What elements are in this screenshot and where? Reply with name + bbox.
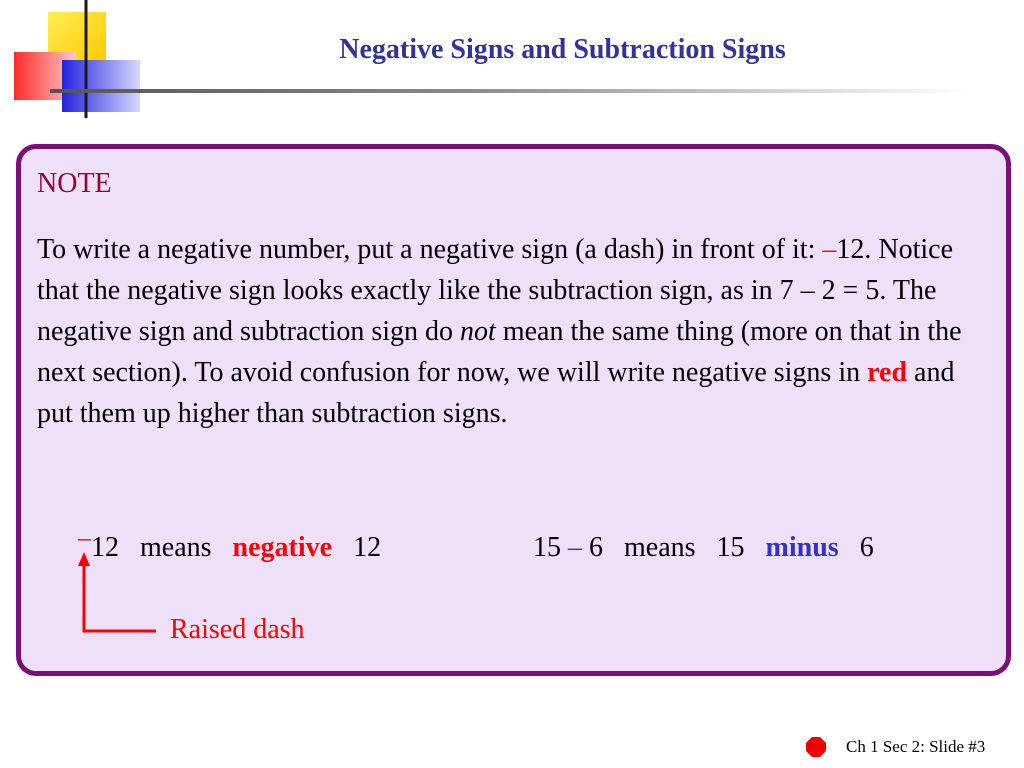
raised-dash-label: Raised dash [170, 614, 305, 645]
stop-sign-icon[interactable] [806, 737, 826, 757]
subtraction-example [533, 532, 874, 564]
red-word: red [867, 357, 908, 388]
negative-example-value: 12 [353, 532, 382, 563]
note-text-1: To write a negative number, put a negative sign (a dash) in front of it: [37, 234, 823, 265]
subtraction-means: means [624, 532, 696, 563]
negative-example-means: means [140, 532, 212, 563]
title-divider [50, 89, 970, 93]
subtraction-value2: 6 [859, 532, 874, 563]
raised-dash: – [78, 523, 91, 552]
subtraction-left: 15 [533, 532, 561, 563]
negative-example-number: 12 [91, 532, 119, 563]
note-paragraph [37, 229, 992, 434]
slide-footer: Ch 1 Sec 2: Slide #3 [846, 737, 986, 756]
slide-title: Negative Signs and Subtraction Signs [339, 34, 786, 65]
negative-example [78, 523, 382, 564]
decorative-squares-logo [0, 0, 150, 125]
italic-not: not [460, 316, 496, 347]
subtraction-right: 6 [589, 532, 603, 563]
note-text-2: 12. Notice that the negative sign looks exactly like the subtraction sign, as in 7 – 2 = 5. The negative sign and subtraction sign do [37, 234, 953, 347]
subtraction-value1: 15 [716, 532, 745, 563]
subtraction-sign: – [568, 532, 582, 563]
note-text-3: mean the same thing (more on that in the next section). To avoid confusion for now, we will write negative signs in [37, 316, 962, 388]
note-heading: NOTE [37, 168, 112, 199]
red-negative-dash: – [822, 234, 837, 265]
note-text-4: and put them up higher than subtraction signs. [37, 357, 955, 429]
negative-word: negative [232, 532, 333, 563]
minus-word: minus [765, 532, 839, 563]
